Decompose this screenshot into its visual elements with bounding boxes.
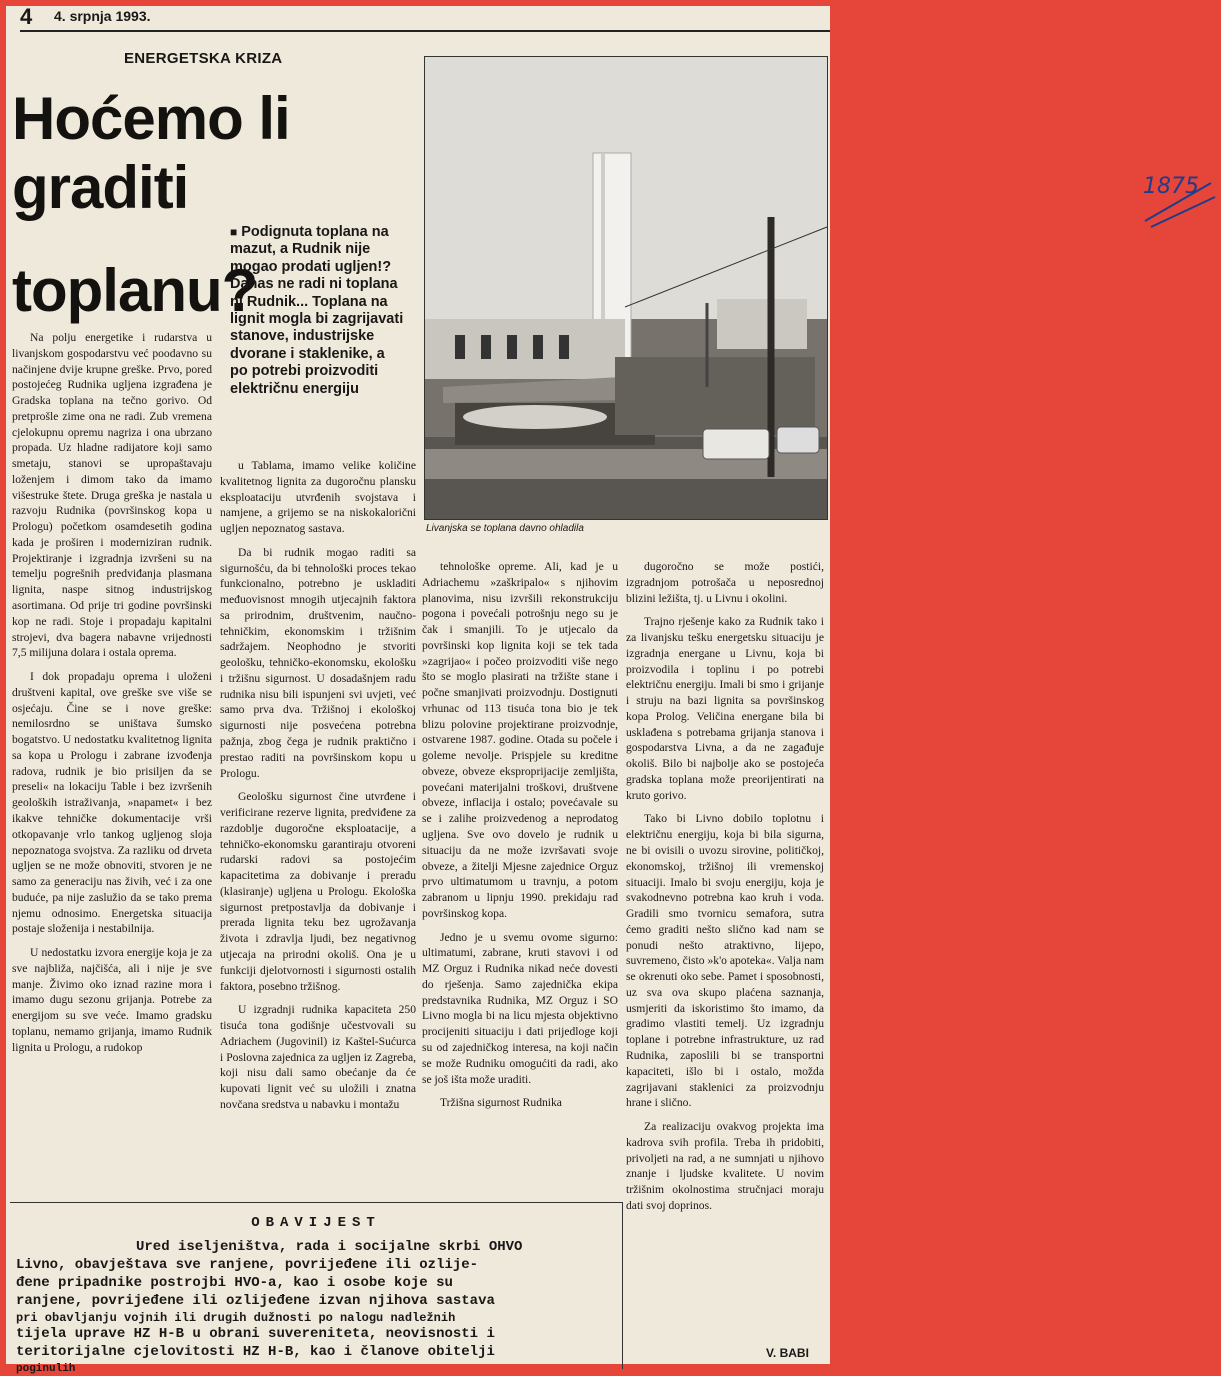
lead-text: Podignuta toplana na mazut, a Rudnik nije mogao prodati ugljen!? Danas ne radi ni toplana ni Rudnik... Toplana na lignit mogla bi zagrijavati stanove, industrijske dvorane i staklenike, a po potrebi proizvoditi električnu energiju xyxy=(230,224,404,397)
notice-box xyxy=(10,1202,623,1375)
section-kicker: ENERGETSKA KRIZA xyxy=(124,50,283,67)
paragraph: dugoročno se može postići, izgradnjom potrošača u neposrednoj blizini ležišta, tj. u Livnu i okolini. xyxy=(626,560,824,605)
photo-caption: Livanjska se toplana davno ohladila xyxy=(426,523,584,534)
paragraph: Geološku sigurnost čine utvrđene i verificirane rezerve lignita, predviđene za razdoblje dugoročne eksploatacije, a tehničko-ekonomsku garantiraju otvoreni rudarski radovi sa postojećim kapacitetima za dobivanje i preradu (klasiranje) ugljena u Prologu. Ekološka sigurnost pretpostavlja da dobivanje i prerada lignita teku bez ugrožavanja života i zdravlja ljudi, bez negativnog utjecaja na prirodni okoliš. Ona je u funkciji djelotvornosti i sigurnosti ostalih faktora, posebno tržišnog. xyxy=(220,790,416,993)
author-byline: V. BABI xyxy=(766,1346,809,1360)
article-column-2 xyxy=(220,458,416,1121)
handwritten-note: 1875 xyxy=(1143,174,1199,199)
notice-line: Ured iseljeništva, rada i socijalne skrbi OHVO xyxy=(136,1238,523,1255)
paragraph: Na polju energetike i rudarstva u livanjskom gospodarstvu već poodavno su načinjene dvije krupne greške. Prvo, pored postojećeg Rudnika ugljena izgrađena je Gradska toplana na tečno gorivo. Od pretprošle zime ona ne radi. Zub vremena cjelokupnu opremu nagriza i ona ubrzano propada. Uz hladne radijatore koji samo smetaju, stanovi se upropaštavaju loženjem i dimom tako da imamo višestruke štete. Druga greška je nastala u razvoju Rudnika (površinskog kopa u Prologu) početkom osamdesetih godina kada je proširen i moderniziran rudnik. Projektiranje i izgradnja izvršeni su na temelju pogrešnih predviđanja plasmana lignita, naspe sitnog industrijskog asortimana. Od prije tri godine površinski kop ne radi. Stoje i propadaju kapitalni strojevi, dva bagera nabavne vrijednosti 7,5 milijuna dolara i ostala oprema. xyxy=(12,331,212,660)
newspaper-page xyxy=(6,4,1199,1375)
paragraph: I dok propadaju oprema i uloženi društveni kapital, ove greške sve više se osjećaju. Čine se i nove greške: nemilosrdno se uništava šumsko bogatstvo. U nedostatku kvalitetnog lignita sa kopa u Prologu i zabrane izvođenja radova, rudnik je bio prisiljen da se preseli« na lokaciju Table i bez izvršenih geoloških istraživanja, »napamet« i bez ikakve tehničke dokumentacije vrši otkopavanje vrlo tankog ugljenog sloja nepoznatoga svojstva. Za razliku od drveta ugljen se ne može obnoviti, stvoren je ne samo za generaciju nas živih, već i za one buduće, pa nije zaslužio da se tako prema njemu odnosimo. Energetska situacija postaje složenija i nestabilnija. xyxy=(12,670,212,936)
page-number: 4 xyxy=(20,4,33,29)
handwritten-note-icon xyxy=(1141,153,1221,233)
article-column-3 xyxy=(422,559,618,1119)
headline-line-1: Hoćemo li graditi xyxy=(12,85,290,221)
issue-date: 4. srpnja 1993. xyxy=(54,8,151,24)
paragraph: U nedostatku izvora energije koja je za sve najbliža, najčišća, ali i nije je sve manje. Živimo oko iznad razine mora i imamo dugu sezonu grijanja. Potrebe za energijom su sve veće. Imamo gradsku toplanu, nemamo grijanja, imamo Rudnik lignita u Prologu, a rudokop xyxy=(12,946,212,1054)
paragraph: Jedno je u svemu ovome sigurno: ultimatumi, zabrane, kruti stavovi i od MZ Orguz i Rudnika nikad neće dovesti do rješenja. Samo zajednička ekipa predstavnika Rudnika, MZ Orguz i SO Livno mogla bi na licu mjesta objektivno procijeniti situaciju i dati prijedloge koji su od zajedničkog interesa, na koji način se može Rudniku omogućiti da radi, ako se još išta može uraditi. xyxy=(422,930,618,1086)
square-bullet-icon: ■ xyxy=(230,225,238,239)
article-column-1 xyxy=(12,330,212,1063)
notice-line: ranjene, povrijeđene ili ozlijeđene izvan njihova sastava xyxy=(16,1292,495,1309)
paragraph: Da bi rudnik mogao raditi sa sigurnošću, da bi tehnološki proces tekao funkcionalno, potrebno je uskladiti međuovisnost mnogih utjecajnih faktora sa prirodnim, društvenim, naučno-tehničkim, ekonomskim i tržišnim sadržajem. Neophodno je stvoriti geološku, tehničko-ekonomsku, ekološku i tržišnu sigurnost. U dosadašnjem radu rudnika nisu bili ispunjeni svi uvjeti, već samo prva dva. Tržišnoj i ekološkoj sigurnosti nije posvećena potrebna pažnja, zbog čega je rudnik praktično i prestao raditi na površinskom kopu u Prologu. xyxy=(220,545,416,780)
paragraph: u Tablama, imamo velike količine kvalitetnog lignita za dugoročnu plansku eksploataciju utvrđenih svojstava i namjene, a grijemo se na niskokalorični ugljen nepoznatog sastava. xyxy=(220,459,416,536)
paragraph: tehnološke opreme. Ali, kad je u Adriachemu »zaškripalo« s njihovim planovima, nisu izvršili rekonstrukciju pogona i povećali potrošnju nego su je čak i smanjili. To je utjecalo da površinski kop lignita koji se tek tada »zagrijao« i počeo proizvoditi više nego što se moglo plasirati na tržište stane i počne smanjivati proizvodnju. Dostignuti vrhunac od 113 tisuća tona bio je tek blizu polovine projektirane proizvodnje, ostvarene 1987. godine. Otada su počele i goleme nevolje. Prispjele su kreditne obveze, obveze eksproprijacije zemljišta, povećani materijalni troškovi, društvene obveze, inflacija i ostalo; povećavale su se i zalihe proizvedenog a neprodatog ugljena. Sve ovo dovelo je rudnik u situaciju da ne može izvršavati svoje obveze, a žitelji Mjesne zajednice Orguz prvo ultimatumom u travnju, a potom zabranom u lipnju 1990. prekidaju rad površinskog kopa. xyxy=(422,560,618,920)
notice-line: Livno, obavještava sve ranjene, povrijeđene ili ozlije- xyxy=(16,1256,479,1273)
paragraph: Tržišna sigurnost Rudnika xyxy=(440,1096,562,1110)
notice-line: teritorijalne cjelovitosti HZ H-B, kao i članove obitelji xyxy=(16,1343,495,1360)
paragraph: U izgradnji rudnika kapaciteta 250 tisuća tona godišnje učestvovali su Adriachem (Jugovinil) iz Kaštel-Sućurca i Poslovna zajednica za ugljen iz Zagreba, koji nisu dali samo obećanje da će kupovati lignit već su uložili i znatna novčana sredstva u nabavku i montažu xyxy=(220,1003,416,1111)
paragraph: Trajno rješenje kako za Rudnik tako i za livanjsku tešku energetsku situaciju je izgradnja energane u Livnu, koja bi proizvodila i toplinu i po potrebi električnu energiju. Imali bi smo i grijanje i struju na bazi lignita sa površinskog kopa Prolog. Veličina energane bila bi usklađena s potrebama grijanja stanova i gospodarstva Livna, a da ne zagađuje okoliš. Bilo bi najbolje ako se postojeća gradska toplana može preorijentirati na kruto gorivo. xyxy=(626,615,824,802)
heating-plant-photo-icon xyxy=(425,57,827,519)
header-rule xyxy=(20,30,830,32)
notice-line: poginulih xyxy=(16,1362,76,1375)
notice-line: pri obavljanju vojnih ili drugih dužnosti po nalogu nadležnih xyxy=(16,1310,456,1325)
notice-body xyxy=(10,1233,622,1376)
headline-line-2: toplanu? xyxy=(12,257,258,324)
article-lead xyxy=(230,224,406,398)
notice-line: tijela uprave HZ H-B u obrani suvereniteta, neovisnosti i xyxy=(16,1325,495,1342)
paragraph: Tako bi Livno dobilo toplotnu i električnu energiju, koja bi bila sigurna, ne bi ovisili o uvozu sirovine, političkoj, ekonomskoj, tržišnoj ili vremenskoj situaciji. Imalo bi svoju energiju, koja je svakodnevno potrebna kao kruh i voda. Gradili smo tvornicu semafora, sutra ćemo graditi nešto slično kad nam se ponudi nešto atraktivno, lijepo, suvremeno, čisto »k'o apoteka«. Valja nam se okrenuti oko sebe. Pamet i sposobnosti, uz sva ova skupo plaćena saznanja, usmjeriti da iskoristimo što imamo, da gradimo vlastiti temelj. Uz izgradnju toplane i potrebne infrastrukture, uz rad Rudnika, zaposlili bi se transportni kapaciteti, išlo bi i ostalo, možda zagrijavani staklenici za proizvodnju hrane i slično. xyxy=(626,812,824,1110)
article-column-4 xyxy=(626,559,824,1222)
notice-title: OBAVIJEST xyxy=(251,1215,381,1231)
notice-line: đene pripadnike postrojbi HVO-a, kao i osobe koje su xyxy=(16,1274,453,1291)
article-photo xyxy=(424,56,1199,520)
paragraph: Za realizaciju ovakvog projekta ima kadrova svih profila. Treba ih pridobiti, privoljeti na rad, a ne sumnjati u njihovo znanje i ljudske kvalitete. U novim tržišnim okolnostima stručnjaci moraju dati svoj doprinos. xyxy=(626,1120,824,1212)
page-header xyxy=(6,6,830,28)
